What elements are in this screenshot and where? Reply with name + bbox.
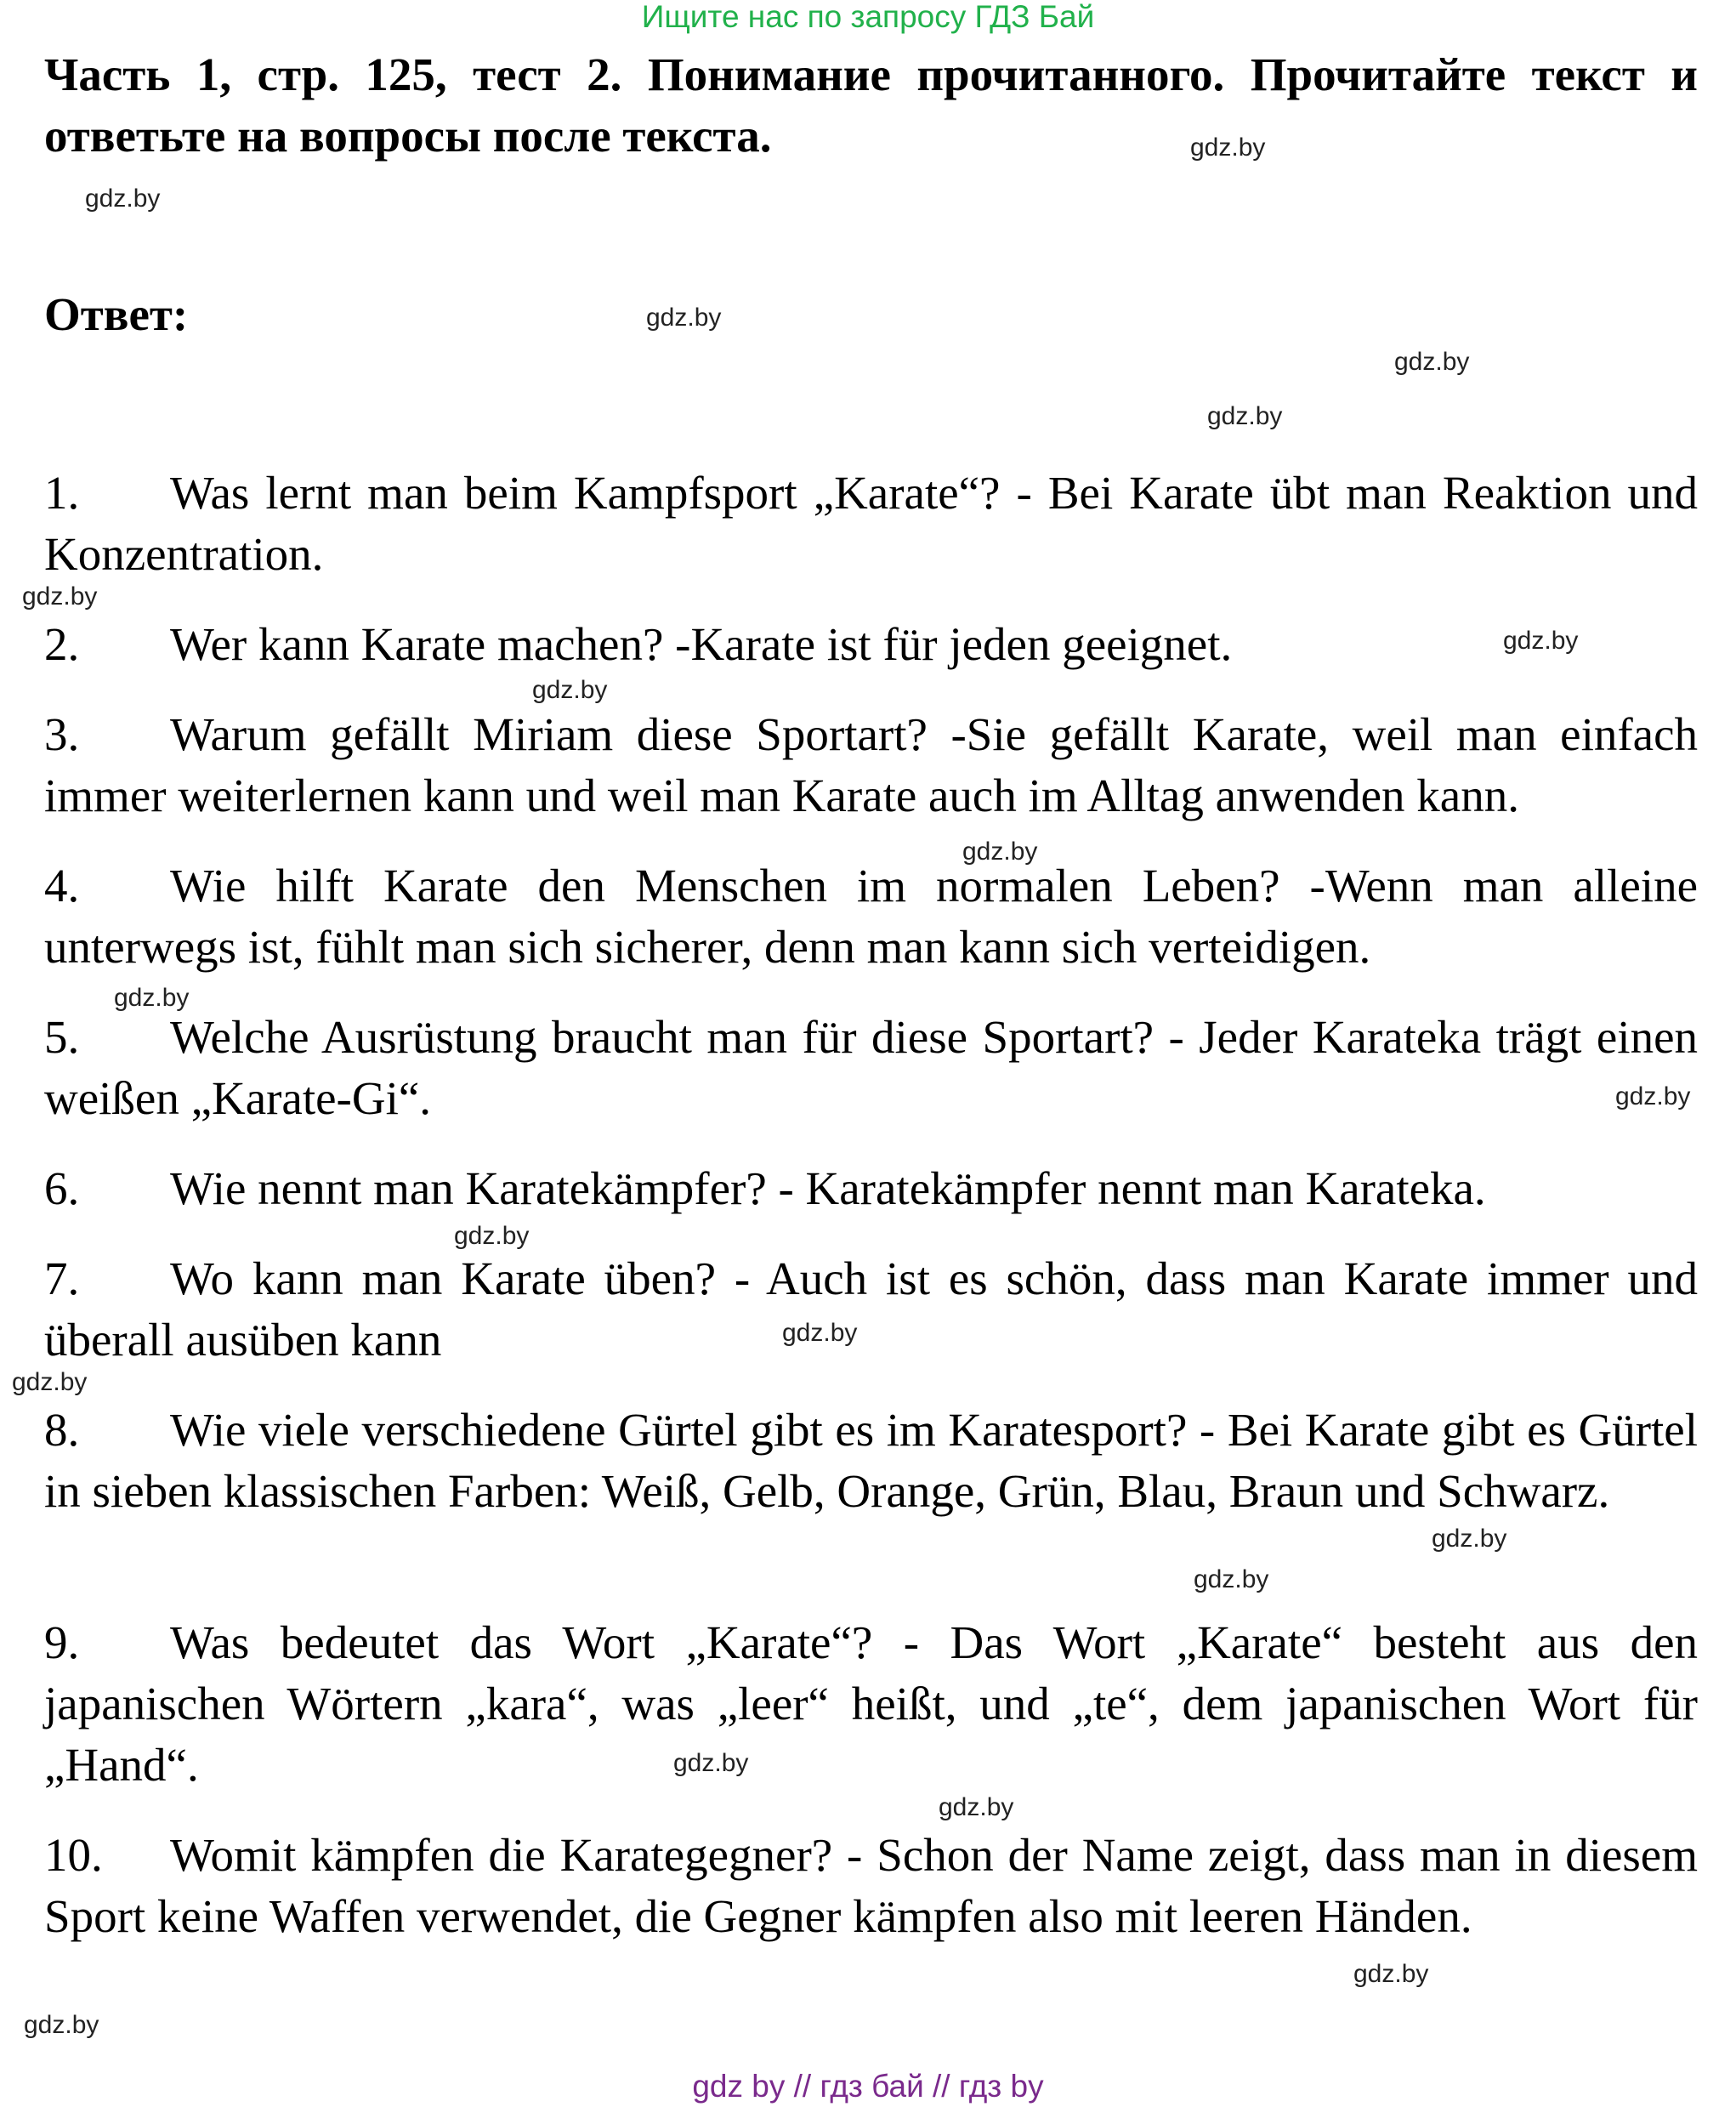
qa-number: 8.	[44, 1404, 80, 1456]
qa-number: 10.	[44, 1829, 103, 1881]
qa-item-9	[44, 1612, 1698, 1796]
watermark: gdz.by	[782, 1319, 858, 1347]
qa-number: 6.	[44, 1162, 80, 1214]
watermark: gdz.by	[454, 1222, 530, 1250]
watermark: gdz.by	[1394, 348, 1470, 376]
qa-item-8	[44, 1400, 1698, 1522]
qa-number: 2.	[44, 618, 80, 670]
watermark: gdz.by	[1503, 627, 1579, 655]
qa-item-4	[44, 855, 1698, 978]
qa-text: Warum gefällt Miriam diese Sportart? -Sie gefällt Karate, weil man einfach immer weiterlernen kann und weil man Karate auch im Alltag anwenden kann.	[44, 708, 1698, 821]
qa-number: 5.	[44, 1011, 80, 1063]
watermark: gdz.by	[532, 676, 608, 704]
qa-number: 1.	[44, 467, 80, 519]
qa-text: Wie viele verschiedene Gürtel gibt es im Karatesport? - Bei Karate gibt es Gürtel in sieben klassischen Farben: Weiß, Gelb, Orange, Grün, Blau, Braun und Schwarz.	[44, 1404, 1698, 1517]
watermark: gdz.by	[1353, 1960, 1429, 1988]
watermark: gdz.by	[1615, 1082, 1691, 1110]
qa-item-7	[44, 1248, 1698, 1371]
qa-item-1	[44, 463, 1698, 585]
qa-item-5	[44, 1007, 1698, 1129]
qa-item-3	[44, 704, 1698, 826]
qa-number: 3.	[44, 708, 80, 760]
task-heading: Часть 1, стр. 125, тест 2. Понимание прочитанного. Прочитайте текст и ответьте на вопросы после текста.	[44, 48, 1698, 162]
watermark: gdz.by	[22, 582, 98, 611]
watermark: gdz.by	[114, 984, 190, 1012]
top-banner: Ищите нас по запросу ГДЗ Бай	[641, 0, 1095, 34]
qa-text: Welche Ausrüstung braucht man für diese Sportart? - Jeder Karateka trägt einen weißen „Karate-Gi“.	[44, 1011, 1698, 1124]
qa-item-2	[44, 614, 1698, 675]
qa-item-10	[44, 1825, 1698, 1947]
qa-text: Was bedeutet das Wort „Karate“? - Das Wort „Karate“ besteht aus den japanischen Wörtern „kara“, was „leer“ heißt, und „te“, dem japanischen Wort für „Hand“.	[44, 1616, 1698, 1791]
qa-text: Womit kämpfen die Karategegner? - Schon der Name zeigt, dass man in diesem Sport keine Waffen verwendet, die Gegner kämpfen also mit leeren Händen.	[44, 1829, 1698, 1942]
watermark: gdz.by	[85, 185, 161, 213]
qa-item-6	[44, 1158, 1698, 1219]
watermark: gdz.by	[939, 1793, 1014, 1821]
answer-label: Ответ:	[44, 288, 189, 340]
qa-text: Wer kann Karate machen? -Karate ist für jeden geeignet.	[170, 618, 1233, 670]
watermark: gdz.by	[962, 838, 1038, 866]
watermark: gdz.by	[673, 1749, 749, 1777]
watermark: gdz.by	[24, 2011, 99, 2039]
qa-number: 7.	[44, 1252, 80, 1304]
watermark: gdz.by	[1194, 1565, 1269, 1593]
qa-number: 4.	[44, 860, 80, 912]
qa-text: Wo kann man Karate üben? - Auch ist es schön, dass man Karate immer und überall ausüben kann	[44, 1252, 1698, 1366]
qa-text: Wie nennt man Karatekämpfer? - Karatekämpfer nennt man Karateka.	[170, 1162, 1486, 1214]
watermark: gdz.by	[646, 304, 722, 332]
qa-number: 9.	[44, 1616, 80, 1668]
watermark: gdz.by	[1190, 133, 1266, 162]
watermark: gdz.by	[12, 1368, 88, 1396]
watermark: gdz.by	[1432, 1525, 1507, 1553]
bottom-footer: gdz by // гдз бай // гдз by	[692, 2069, 1044, 2104]
watermark: gdz.by	[1207, 402, 1283, 430]
qa-text: Was lernt man beim Kampfsport „Karate“? - Bei Karate übt man Reaktion und Konzentration.	[44, 467, 1698, 580]
qa-text: Wie hilft Karate den Menschen im normalen Leben? -Wenn man alleine unterwegs ist, fühlt man sich sicherer, denn man kann sich verteidigen.	[44, 860, 1698, 973]
